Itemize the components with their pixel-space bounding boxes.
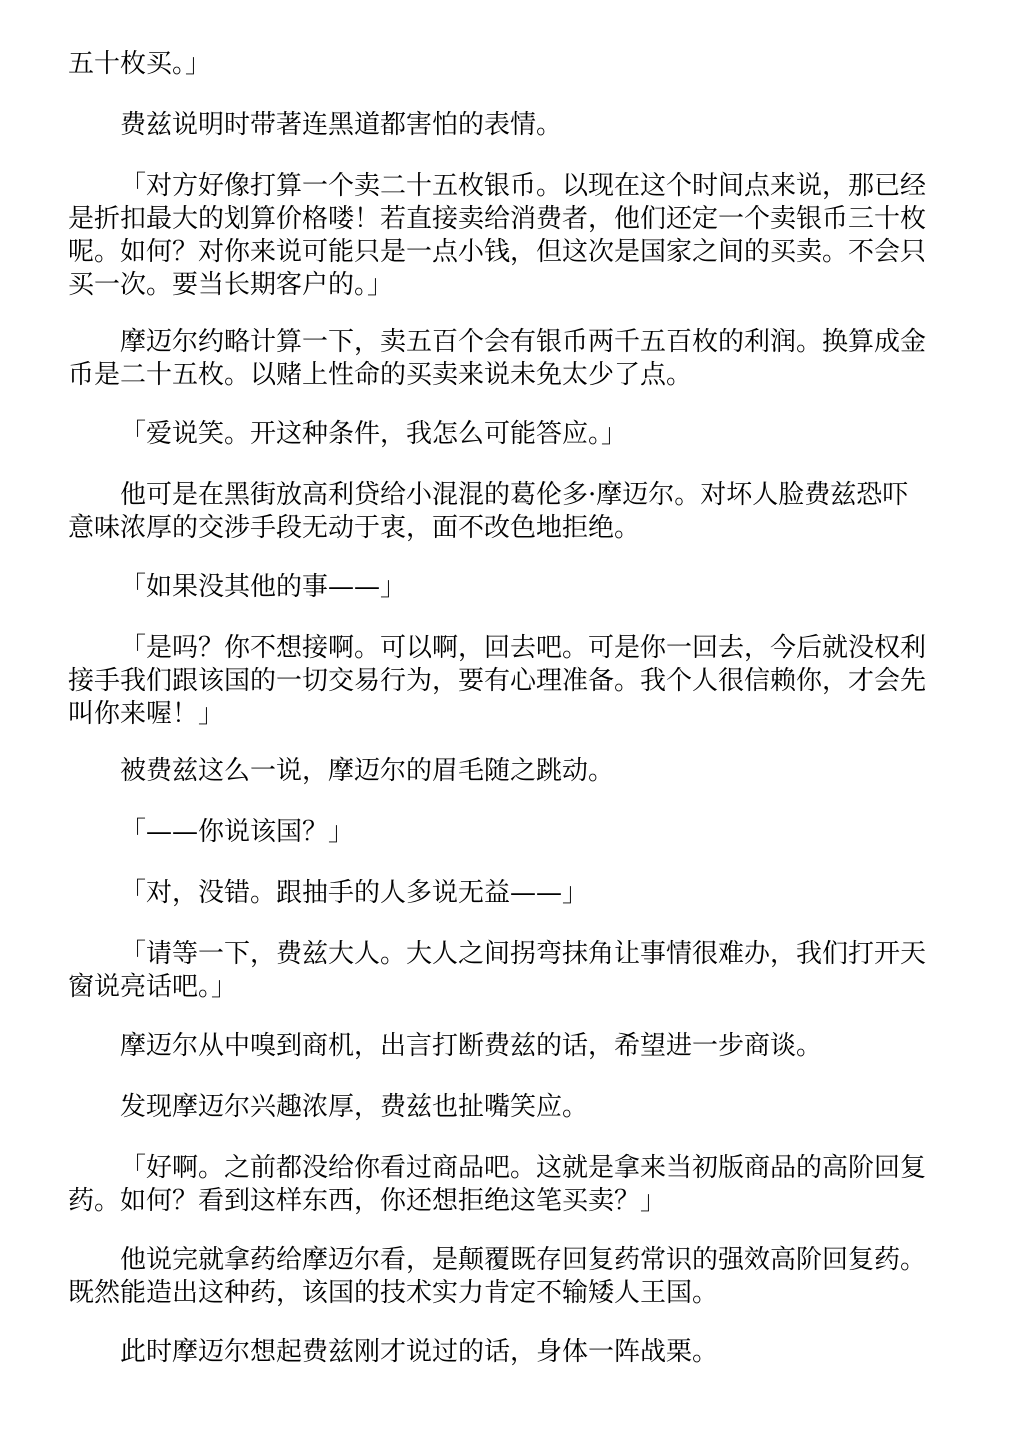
paragraph-2 (68, 109, 948, 142)
text-line: 药。如何？看到这样东西，你还想拒绝这笔买卖？」 (68, 1186, 667, 1216)
text-line: 买一次。要当长期客户的。」 (68, 270, 394, 300)
text-line: 是折扣最大的划算价格喽！若直接卖给消费者，他们还定一个卖银币三十枚 (68, 204, 927, 234)
text-line: 「请等一下，费兹大人。大人之间拐弯抹角让事情很难办，我们打开天 (120, 939, 927, 969)
text-line: 摩迈尔约略计算一下，卖五百个会有银币两千五百枚的利润。换算成金 (120, 327, 927, 357)
paragraph-8 (68, 632, 948, 731)
paragraph-13 (68, 1030, 948, 1063)
text-line: 「好啊。之前都没给你看过商品吧。这就是拿来当初版商品的高阶回复 (120, 1153, 927, 1183)
paragraph-5 (68, 418, 948, 451)
text-line: 此时摩迈尔想起费兹刚才说过的话，身体一阵战栗。 (120, 1337, 719, 1367)
text-line: 发现摩迈尔兴趣浓厚，费兹也扯嘴笑应。 (120, 1092, 589, 1122)
text-line: 既然能造出这种药，该国的技术实力肯定不输矮人王国。 (68, 1278, 719, 1308)
text-line: 摩迈尔从中嗅到商机，出言打断费兹的话，希望进一步商谈。 (120, 1031, 823, 1061)
paragraph-14 (68, 1091, 948, 1124)
text-line: 币是二十五枚。以赌上性命的买卖来说未免太少了点。 (68, 360, 693, 390)
text-line: 他可是在黑街放高利贷给小混混的葛伦多·摩迈尔。对坏人脸费兹恐吓 (120, 480, 909, 510)
text-line: 「对，没错。跟抽手的人多说无益——」 (120, 878, 589, 908)
paragraph-17 (68, 1336, 948, 1369)
paragraph-1 (68, 48, 948, 81)
paragraph-9 (68, 755, 948, 788)
paragraph-12 (68, 938, 948, 1004)
text-line: 意味浓厚的交涉手段无动于衷，面不改色地拒绝。 (68, 513, 641, 543)
paragraph-6 (68, 479, 948, 545)
text-line: 五十枚买。」 (68, 49, 212, 79)
text-line: 「是吗？你不想接啊。可以啊，回去吧。可是你一回去，今后就没权利 (120, 633, 927, 663)
text-line: 窗说亮话吧。」 (68, 972, 238, 1002)
paragraph-4 (68, 326, 948, 392)
paragraph-11 (68, 877, 948, 910)
paragraph-3 (68, 170, 948, 302)
text-line: 呢。如何？对你来说可能只是一点小钱，但这次是国家之间的买卖。不会只 (68, 237, 927, 267)
text-line: 被费兹这么一说，摩迈尔的眉毛随之跳动。 (120, 756, 615, 786)
text-line: 「——你说该国？」 (120, 817, 355, 847)
text-line: 接手我们跟该国的一切交易行为，要有心理准备。我个人很信赖你，才会先 (68, 666, 927, 696)
paragraph-16 (68, 1244, 948, 1310)
text-line: 「如果没其他的事——」 (120, 572, 407, 602)
paragraph-10 (68, 816, 948, 849)
text-line: 「对方好像打算一个卖二十五枚银币。以现在这个时间点来说，那已经 (120, 171, 927, 201)
text-line: 他说完就拿药给摩迈尔看，是颠覆既存回复药常识的强效高阶回复药。 (120, 1245, 927, 1275)
paragraph-7 (68, 571, 948, 604)
text-line: 叫你来喔！」 (68, 699, 225, 729)
text-line: 「爱说笑。开这种条件，我怎么可能答应。」 (120, 419, 628, 449)
paragraph-15 (68, 1152, 948, 1218)
text-line: 费兹说明时带著连黑道都害怕的表情。 (120, 110, 563, 140)
